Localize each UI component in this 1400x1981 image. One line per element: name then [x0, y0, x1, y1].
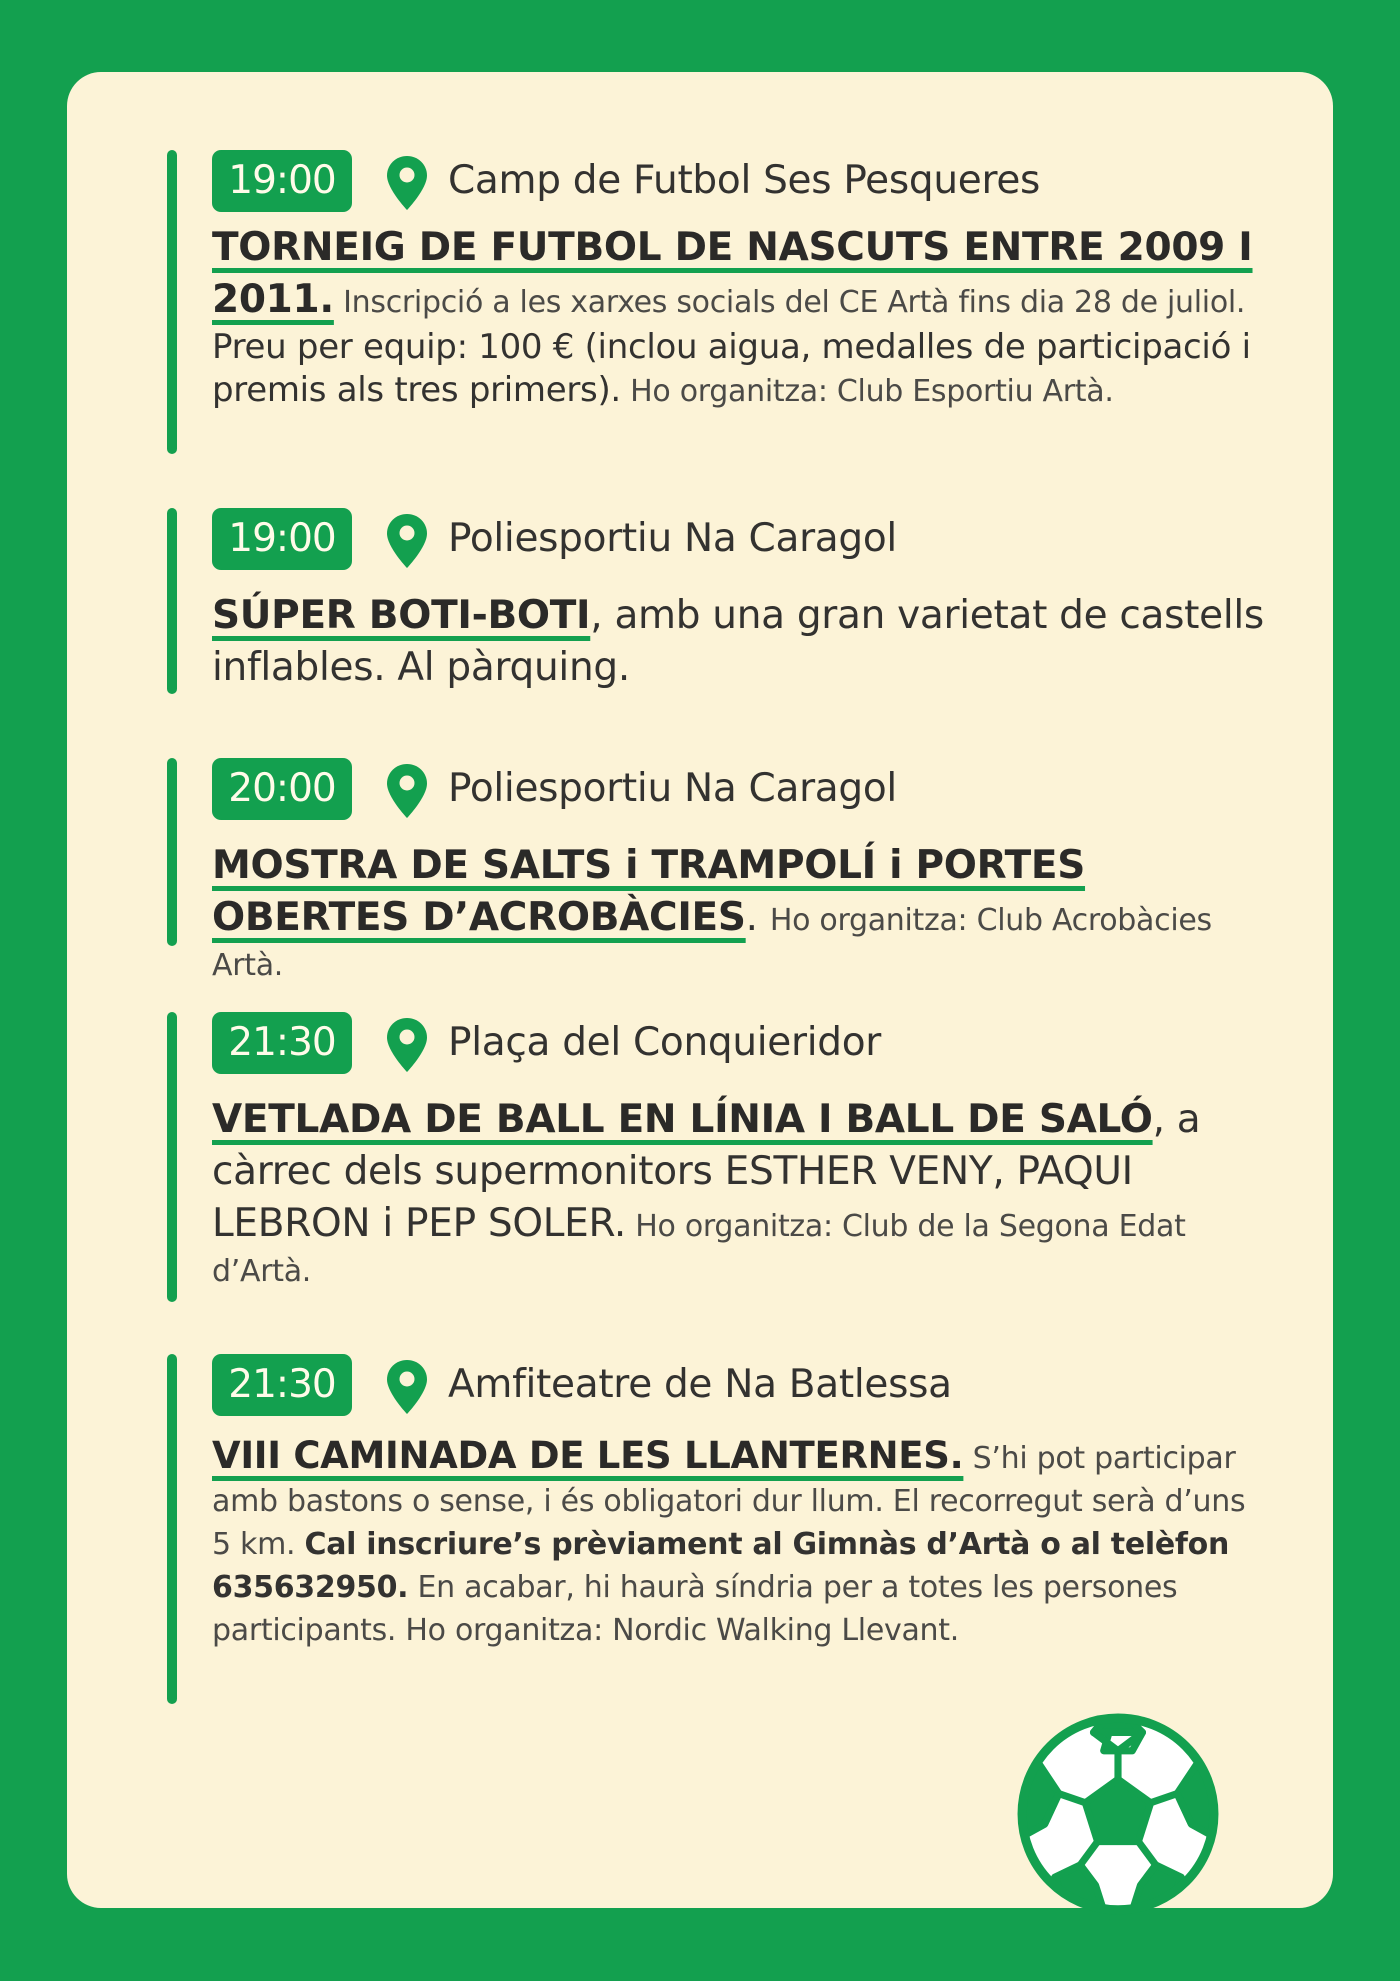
event-accent-bar — [167, 1354, 177, 1704]
event-header — [212, 758, 1267, 820]
event-header — [212, 1012, 1267, 1074]
event-1 — [167, 150, 1267, 454]
event-5 — [167, 1354, 1267, 1704]
event-4 — [167, 1012, 1267, 1302]
event-description — [212, 1434, 1267, 1652]
event-time: 19:00 — [212, 150, 352, 212]
event-time: 20:00 — [212, 758, 352, 820]
event-location: Poliesportiu Na Caragol — [448, 516, 897, 561]
soccer-ball-icon — [1016, 1712, 1220, 1916]
event-text: S’hi pot participar amb bastons o sense, i és obligatori dur llum. El recorregut serà d’uns 5 km. — [212, 1441, 1246, 1562]
event-location: Plaça del Conquieridor — [448, 1020, 882, 1065]
event-time: 21:30 — [212, 1354, 352, 1416]
event-title: MOSTRA DE SALTS i TRAMPOLÍ i PORTES OBERTES D’ACROBÀCIES — [212, 843, 1086, 940]
event-accent-bar — [167, 150, 177, 454]
event-time: 21:30 — [212, 1012, 352, 1074]
event-header — [212, 508, 1267, 570]
event-location: Amfiteatre de Na Batlessa — [448, 1362, 952, 1407]
event-header — [212, 150, 1267, 212]
event-text: Inscripció a les xarxes socials del CE Artà fins dia 28 de juliol. — [333, 285, 1246, 320]
event-location: Camp de Futbol Ses Pesqueres — [448, 158, 1041, 203]
event-text: , a càrrec dels supermonitors ESTHER VENY, PAQUI LEBRON i PEP SOLER. — [212, 1097, 1201, 1246]
event-text: , amb una gran varietat de castells inflables. Al pàrquing. — [212, 593, 1264, 690]
map-pin-icon — [384, 154, 430, 212]
event-3 — [167, 758, 1267, 983]
event-title: SÚPER BOTI-BOTI — [212, 593, 591, 638]
event-text: . — [745, 895, 770, 940]
event-2 — [167, 508, 1267, 694]
event-header — [212, 1354, 1267, 1416]
map-pin-icon — [384, 1358, 430, 1416]
event-time: 19:00 — [212, 508, 352, 570]
event-accent-bar — [167, 758, 177, 946]
map-pin-icon — [384, 512, 430, 570]
event-price: Preu per equip: 100 € (inclou aigua, medalles de participació i premis als tres primers). — [212, 327, 1251, 410]
event-organizer: Ho organitza: Club Acrobàcies Artà. — [212, 903, 1212, 983]
event-description — [212, 840, 1267, 987]
event-description — [212, 1094, 1267, 1293]
event-title: TORNEIG DE FUTBOL DE NASCUTS ENTRE 2009 I 2011. — [212, 225, 1253, 322]
event-location: Poliesportiu Na Caragol — [448, 766, 897, 811]
event-organizer: Ho organitza: Club Esportiu Artà. — [620, 374, 1114, 409]
event-registration: Cal inscriure’s prèviament al Gimnàs d’Artà o al telèfon 635632950. — [212, 1527, 1230, 1605]
event-description — [212, 590, 1267, 694]
event-title: VIII CAMINADA DE LES LLANTERNES. — [212, 1434, 964, 1477]
event-accent-bar — [167, 1012, 177, 1302]
event-title: VETLADA DE BALL EN LÍNIA I BALL DE SALÓ — [212, 1097, 1153, 1142]
map-pin-icon — [384, 1016, 430, 1074]
event-description — [212, 222, 1267, 413]
map-pin-icon — [384, 762, 430, 820]
event-card — [67, 72, 1333, 1908]
event-organizer: En acabar, hi haurà síndria per a totes les persones participants. Ho organitza: Nordic Walking Llevant. — [212, 1570, 1178, 1648]
event-organizer: Ho organitza: Club de la Segona Edat d’Artà. — [212, 1209, 1186, 1289]
event-accent-bar — [167, 508, 177, 694]
